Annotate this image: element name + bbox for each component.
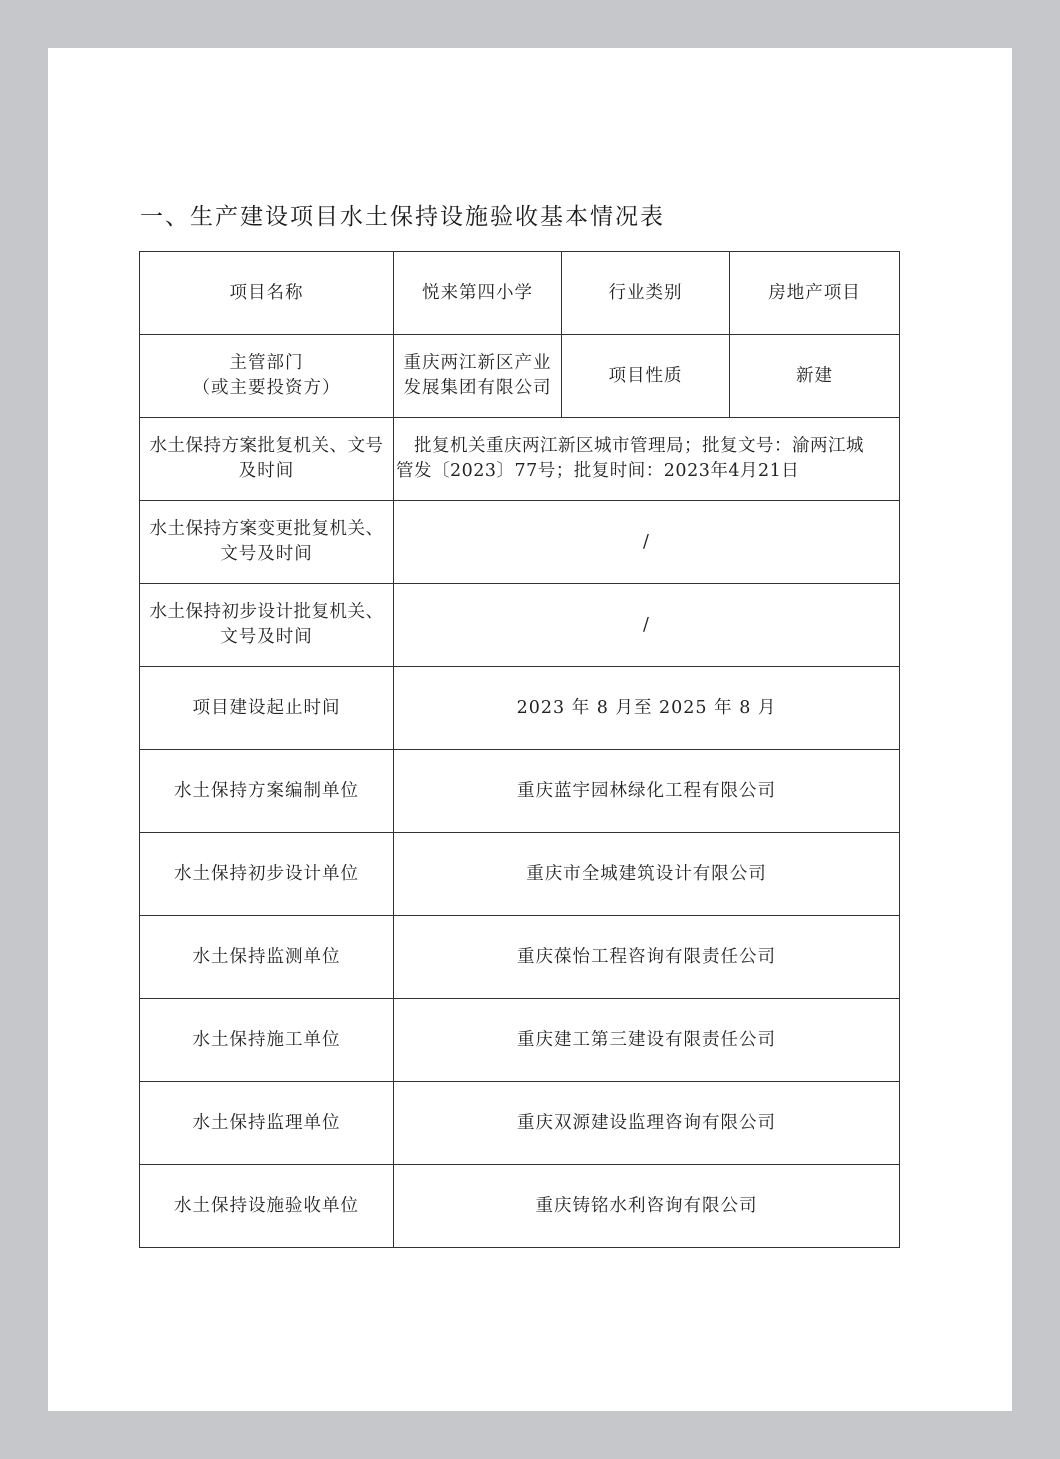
- value-cell: 悦来第四小学: [394, 252, 562, 335]
- table-row: [140, 501, 900, 584]
- label-cell: 项目名称: [140, 252, 394, 335]
- value-line: 批复机关重庆两江新区城市管理局；批复文号：渝两江城: [414, 436, 864, 456]
- value-line: 发展集团有限公司: [403, 378, 552, 398]
- label-line: 文号及时间: [220, 627, 313, 647]
- label-line: 主管部门: [229, 353, 304, 373]
- label-cell: 水土保持初步设计单位: [140, 833, 394, 916]
- label-line: 水土保持方案变更批复机关、: [149, 519, 384, 539]
- value-cell: [394, 335, 562, 418]
- label-cell: 水土保持监理单位: [140, 1082, 394, 1165]
- value-cell: 房地产项目: [730, 252, 900, 335]
- value-cell: 重庆建工第三建设有限责任公司: [394, 999, 900, 1082]
- label-cell: 水土保持方案编制单位: [140, 750, 394, 833]
- value-cell: 新建: [730, 335, 900, 418]
- table-row: [140, 335, 900, 418]
- value-line: 重庆两江新区产业: [403, 353, 552, 373]
- page-title: 一、生产建设项目水土保持设施验收基本情况表: [140, 204, 665, 230]
- info-table: [139, 251, 900, 1248]
- label-line: （或主要投资方）: [192, 378, 341, 398]
- label-cell: 水土保持监测单位: [140, 916, 394, 999]
- table-row: [140, 252, 900, 335]
- table-row: [140, 833, 900, 916]
- table-row: [140, 750, 900, 833]
- table-row: [140, 1165, 900, 1248]
- label-cell: 水土保持施工单位: [140, 999, 394, 1082]
- label-cell: 水土保持设施验收单位: [140, 1165, 394, 1248]
- label-cell: 行业类别: [562, 252, 730, 335]
- table-row: [140, 1082, 900, 1165]
- label-cell: [140, 584, 394, 667]
- label-cell: [140, 418, 394, 501]
- label-cell: [140, 335, 394, 418]
- label-cell: [140, 501, 394, 584]
- table-row: [140, 916, 900, 999]
- value-cell: 重庆铸铭水利咨询有限公司: [394, 1165, 900, 1248]
- table-row: [140, 999, 900, 1082]
- label-line: 水土保持方案批复机关、文号: [149, 436, 384, 456]
- value-cell: 重庆市全城建筑设计有限公司: [394, 833, 900, 916]
- label-line: 及时间: [238, 461, 295, 481]
- table-row: [140, 584, 900, 667]
- table-row: [140, 418, 900, 501]
- label-line: 水土保持初步设计批复机关、: [149, 602, 384, 622]
- table-row: [140, 667, 900, 750]
- document-page: [48, 48, 1012, 1411]
- label-cell: 项目建设起止时间: [140, 667, 394, 750]
- value-cell: [394, 418, 900, 501]
- value-cell: /: [394, 501, 900, 584]
- value-cell: 重庆蓝宇园林绿化工程有限公司: [394, 750, 900, 833]
- value-cell: 重庆葆怡工程咨询有限责任公司: [394, 916, 900, 999]
- value-cell: 重庆双源建设监理咨询有限公司: [394, 1082, 900, 1165]
- value-cell: /: [394, 584, 900, 667]
- label-line: 文号及时间: [220, 544, 313, 564]
- label-cell: 项目性质: [562, 335, 730, 418]
- value-line: 管发〔2023〕77号；批复时间：2023年4月21日: [396, 461, 800, 481]
- value-cell: 2023 年 8 月至 2025 年 8 月: [394, 667, 900, 750]
